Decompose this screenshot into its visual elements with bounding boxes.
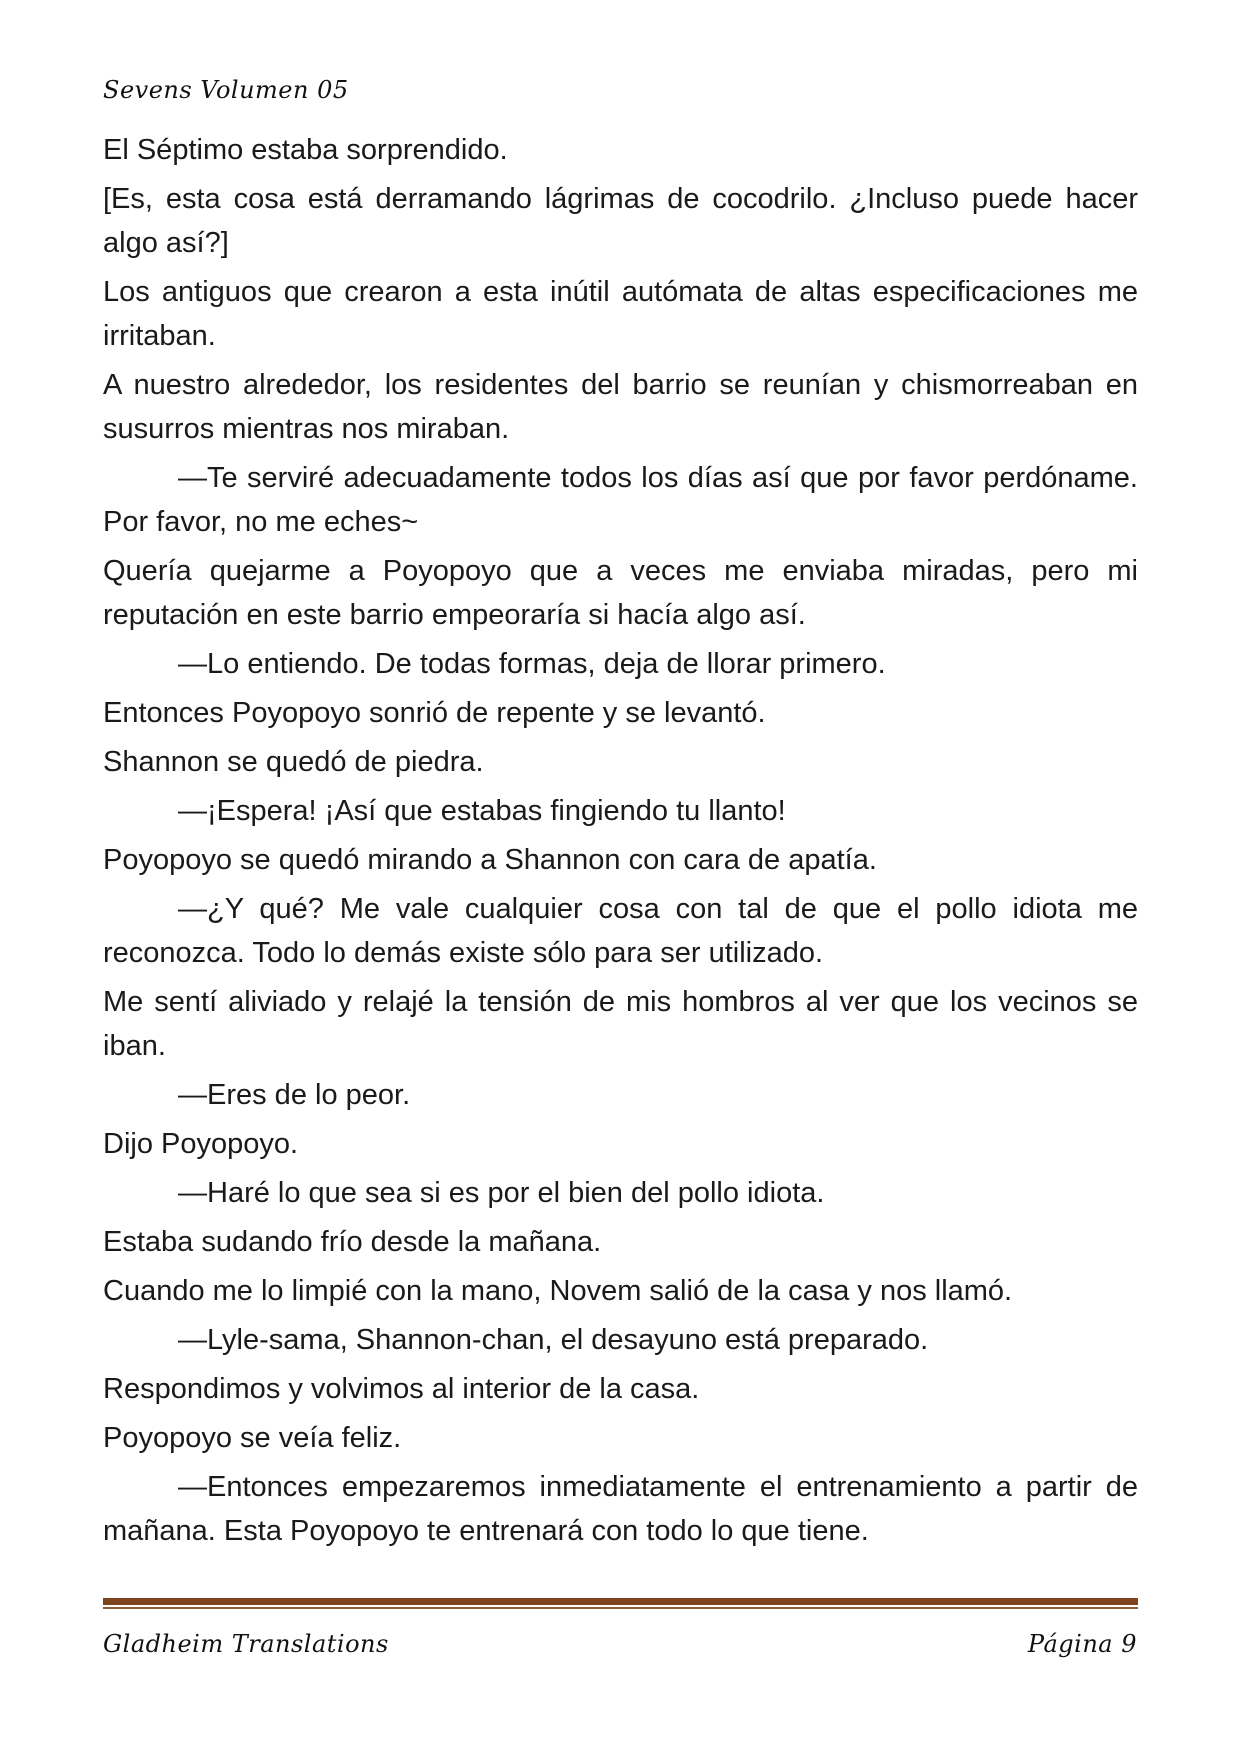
page-footer — [103, 1630, 1137, 1658]
paragraph: Los antiguos que crearon a esta inútil autómata de altas especificaciones me irritaban. — [103, 276, 1138, 352]
paragraph: —Eres de lo peor. — [178, 1079, 411, 1111]
footer-page-number: Página 9 — [1027, 1630, 1137, 1658]
paragraph: El Séptimo estaba sorprendido. — [103, 134, 508, 166]
paragraph: Estaba sudando frío desde la mañana. — [103, 1226, 602, 1258]
footer-rule — [103, 1598, 1138, 1609]
paragraph: Me sentí aliviado y relajé la tensión de mis hombros al ver que los vecinos se iban. — [103, 986, 1138, 1062]
paragraph: [Es, esta cosa está derramando lágrimas de cocodrilo. ¿Incluso puede hacer algo así?] — [103, 183, 1138, 259]
paragraph: —Lyle-sama, Shannon-chan, el desayuno está preparado. — [178, 1324, 929, 1356]
paragraph: Dijo Poyopoyo. — [103, 1128, 299, 1160]
paragraph: Shannon se quedó de piedra. — [103, 746, 484, 778]
paragraph: Poyopoyo se veía feliz. — [103, 1422, 402, 1454]
footer-translator-credit: Gladheim Translations — [103, 1630, 389, 1658]
paragraph: Cuando me lo limpié con la mano, Novem salió de la casa y nos llamó. — [103, 1275, 1013, 1307]
paragraph: —¿Y qué? Me vale cualquier cosa con tal de que el pollo idiota me reconozca. Todo lo demás existe sólo para ser utilizado. — [103, 893, 1138, 969]
paragraph: Respondimos y volvimos al interior de la casa. — [103, 1373, 700, 1405]
paragraph: —Lo entiendo. De todas formas, deja de llorar primero. — [178, 648, 886, 680]
paragraph: Poyopoyo se quedó mirando a Shannon con cara de apatía. — [103, 844, 877, 876]
page-header — [103, 76, 1137, 104]
paragraph: —¡Espera! ¡Así que estabas fingiendo tu llanto! — [178, 795, 786, 827]
paragraph: A nuestro alrededor, los residentes del barrio se reunían y chismorreaban en susurros mientras nos miraban. — [103, 369, 1138, 445]
paragraph: —Haré lo que sea si es por el bien del pollo idiota. — [178, 1177, 825, 1209]
paragraph: —Entonces empezaremos inmediatamente el entrenamiento a partir de mañana. Esta Poyopoyo te entrenará con todo lo que tiene. — [103, 1471, 1138, 1547]
paragraph: Entonces Poyopoyo sonrió de repente y se levantó. — [103, 697, 766, 729]
paragraph: Quería quejarme a Poyopoyo que a veces me enviaba miradas, pero mi reputación en este barrio empeoraría si hacía algo así. — [103, 555, 1138, 631]
document-body — [103, 128, 1138, 1558]
paragraph: —Te serviré adecuadamente todos los días así que por favor perdóname. Por favor, no me eches~ — [103, 462, 1138, 538]
header-title: Sevens Volumen 05 — [103, 76, 349, 104]
